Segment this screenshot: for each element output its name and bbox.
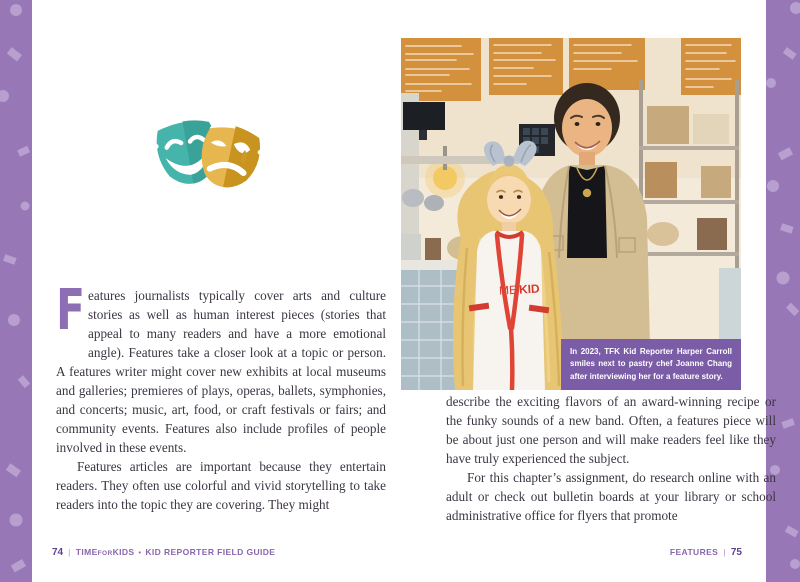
shirt-logo: MEKID (498, 281, 540, 298)
right-paragraph-2: For this chapter’s assignment, do research online with an adult or check out bulletin boards at your library or school administrative office for flyers that promote (446, 470, 776, 523)
bakery-scene-illustration (401, 38, 741, 390)
left-page-number: 74 (52, 547, 64, 558)
left-paragraph-2: Features articles are important because they entertain readers. They often use colorful and vivid storytelling to take readers into the topic they are covering. They might (56, 459, 386, 512)
left-page-text-column (56, 278, 386, 514)
theater-masks-icon (148, 114, 270, 192)
footer-bullet: • (138, 550, 142, 557)
brand-time: TIME (75, 547, 98, 557)
left-page-footer (52, 547, 275, 558)
drop-cap-f: F (56, 278, 86, 343)
right-page-footer (446, 547, 742, 558)
left-paragraph-1 (56, 278, 386, 457)
right-page-number: 75 (730, 547, 742, 558)
chapter-label: FEATURES (669, 547, 719, 557)
footer-separator: | (723, 547, 726, 557)
footer-separator: | (68, 547, 71, 557)
comedy-tragedy-masks-icon (148, 114, 270, 192)
photo-caption: In 2023, TFK Kid Reporter Harper Carroll smiles next to pastry chef Joanne Chang after interviewing her for a feature story. (561, 339, 741, 391)
right-page-text-column (446, 392, 776, 525)
feature-photo (401, 38, 741, 390)
confetti-pattern-left (0, 0, 32, 582)
brand-for: FOR (97, 550, 113, 557)
brand-kids: KIDS (112, 547, 135, 557)
left-paragraph-1-text: eatures journalists typically cover arts and culture stories as well as human interest pieces (stories that appeal to many readers and have a more emotional angle). Features take a closer look at a topic or person. A features writer might cover new exhibits at local museums and galleries; premieres of plays, operas, ballets, symphonies, and concerts; music, art, food, or craft festivals or fairs; and community events. Features also include profiles of people involved in these events. (56, 288, 386, 455)
book-title: KID REPORTER FIELD GUIDE (145, 547, 276, 557)
left-border-strip (0, 0, 32, 582)
right-paragraph-1: describe the exciting flavors of an award-winning recipe or the funky sounds of a new band. Often, a features piece will be about just one person and will make readers feel like they have truly experienced the subject. (446, 394, 776, 466)
